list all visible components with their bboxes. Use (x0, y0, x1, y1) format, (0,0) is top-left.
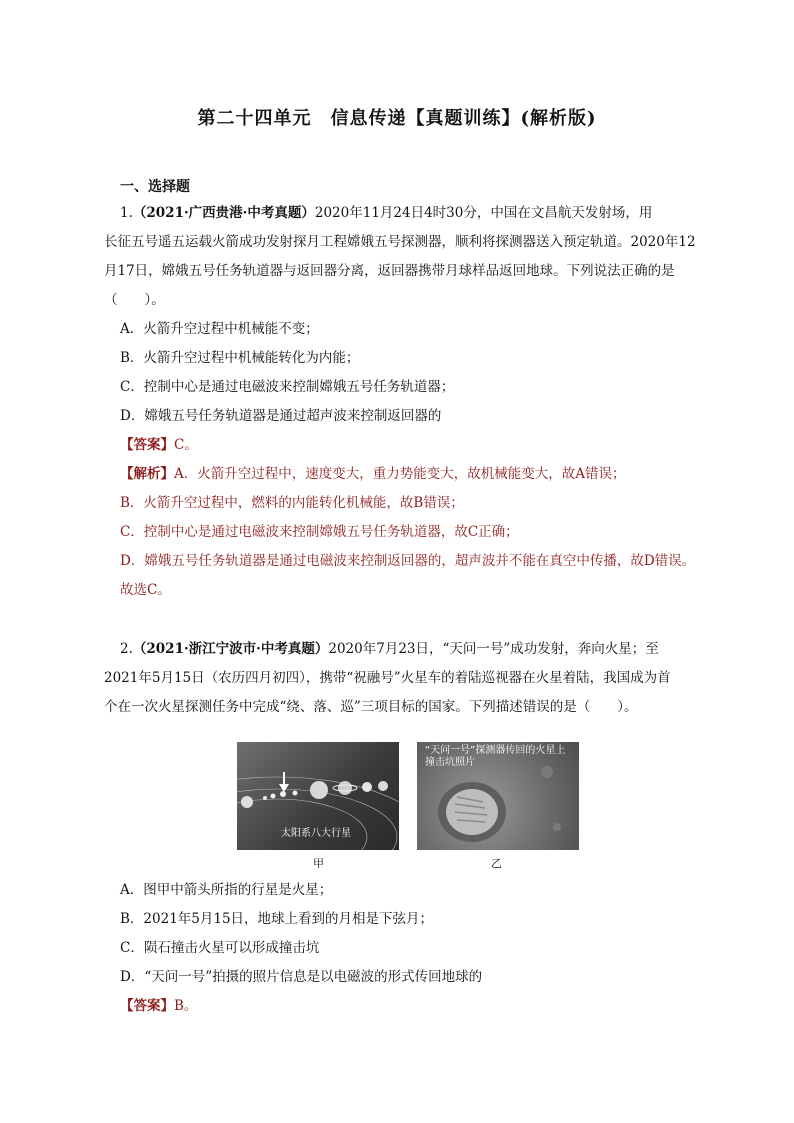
page-title: 第二十四单元 信息传递【真题训练】(解析版) (197, 108, 597, 129)
question-source: （2021·浙江宁波市·中考真题） (132, 641, 329, 657)
mars-crater-caption: “天问一号”探测器传回的火星上撞击坑照片 (425, 745, 566, 768)
answer-value: C。 (174, 437, 198, 453)
question-source: （2021·广西贵港·中考真题） (132, 205, 315, 221)
question-2-options (120, 876, 710, 1021)
option-d: D．嫦娥五号任务轨道器是通过超声波来控制返回器的 (120, 408, 442, 424)
answer-label: 【答案】 (120, 998, 174, 1014)
question-1-stem-line-4: （ ）。 (104, 292, 165, 308)
analysis-line-3: C．控制中心是通过电磁波来控制嫦娥五号任务轨道器，故C正确； (120, 524, 519, 540)
option-c: C．陨石撞击火星可以形成撞击坑 (120, 940, 320, 956)
question-1-stem-line-2: 长征五号遥五运载火箭成功发射探月工程嫦娥五号探测器，顺利将探测器送入预定轨道。2020年12 (104, 234, 696, 250)
question-number: 1. (120, 205, 133, 221)
question-1-stem-line-3: 月17日，嫦娥五号任务轨道器与返回器分离，返回器携带月球样品返回地球。下列说法正确的是 (104, 263, 675, 279)
option-b: B．火箭升空过程中机械能转化为内能； (120, 350, 360, 366)
figure-b-label: 乙 (491, 857, 502, 870)
question-number: 2. (120, 641, 133, 657)
answer-label: 【答案】 (120, 437, 174, 453)
analysis-line-2: B．火箭升空过程中，燃料的内能转化机械能，故B错误； (120, 495, 464, 511)
figure-a-label: 甲 (313, 857, 324, 870)
answer-value: B。 (174, 998, 198, 1014)
answer-line (120, 992, 710, 1021)
question-1 (104, 199, 710, 605)
analysis-label: 【解析】 (120, 466, 174, 482)
solar-system-caption: 太阳系八大行星 (281, 828, 351, 839)
analysis-line-4: D．嫦娥五号任务轨道器是通过电磁波来控制返回器的，超声波并不能在真空中传播，故D错误。 (120, 553, 696, 569)
question-1-stem-line-1 (120, 199, 710, 228)
option-a: A．图甲中箭头所指的行星是火星； (120, 882, 333, 898)
option-b: B．2021年5月15日，地球上看到的月相是下弦月； (120, 911, 434, 927)
analysis-line-1 (120, 460, 710, 489)
question-text: 2020年7月23日，“天问一号”成功发射，奔向火星；至 (328, 641, 659, 657)
question-2-stem-line-1 (120, 635, 710, 664)
analysis-text: A．火箭升空过程中，速度变大，重力势能变大，故机械能变大，故A错误； (174, 466, 626, 482)
mars-crater-figure (417, 742, 579, 850)
answer-line (120, 431, 710, 460)
question-2-stem-line-3: 个在一次火星探测任务中完成“绕、落、巡”三项目标的国家。下列描述错误的是（ ）。 (104, 699, 638, 715)
solar-system-figure (237, 742, 399, 850)
figure-group (237, 742, 579, 872)
option-c: C．控制中心是通过电磁波来控制嫦娥五号任务轨道器； (120, 379, 455, 395)
analysis-line-5: 故选C。 (120, 582, 171, 598)
question-2-stem-line-2: 2021年5月15日（农历四月初四），携带“祝融号”火星车的着陆巡视器在火星着陆，我国成为首 (104, 670, 671, 686)
option-d: D．“天问一号”拍摄的照片信息是以电磁波的形式传回地球的 (120, 969, 483, 985)
question-2 (104, 635, 710, 722)
section-heading: 一、选择题 (120, 179, 190, 195)
question-text: 2020年11月24日4时30分，中国在文昌航天发射场，用 (314, 205, 653, 221)
option-a: A．火箭升空过程中机械能不变； (120, 321, 319, 337)
